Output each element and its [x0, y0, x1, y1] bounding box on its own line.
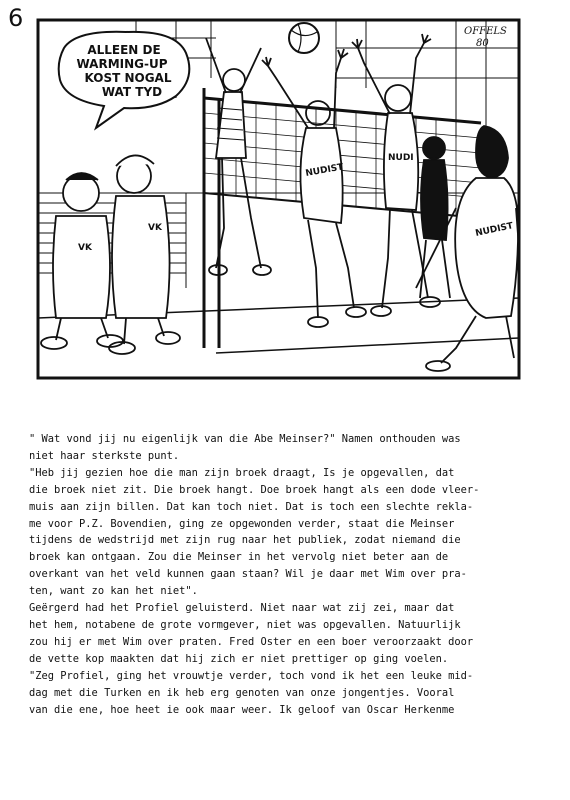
story-line: me voor P.Z. Bovendien, ging ze opgewonden verder, staat die Meinser	[29, 517, 455, 530]
story-line: van die ene, hoe heet ie ook maar weer. Ik geloof van Oscar Herkenme	[29, 703, 455, 716]
story-line: het hem, notabene de grote vormgever, niet was opgevallen. Natuurlijk	[29, 618, 461, 631]
volleyball-cartoon	[36, 18, 521, 380]
story-line: Geërgerd had het Profiel geluisterd. Niet naar wat zij zei, maar dat	[29, 602, 455, 615]
story-line: ten, want zo kan het niet".	[29, 585, 198, 598]
story-line: overkant van het veld kunnen gaan staan? Wil je daar met Wim over pra-	[29, 568, 467, 581]
story-line: niet haar sterkste punt.	[29, 449, 180, 462]
spectator-1	[41, 173, 123, 349]
story-line: de vette kop maakten dat hij zich er niet prettiger op ging voelen.	[29, 652, 449, 665]
jersey-label-spectator-1: VK	[78, 243, 92, 253]
story-line: tijdens de wedstrijd met zijn rug naar het publiek, zodat niemand die	[29, 534, 461, 547]
story-line: zou hij er met Wim over praten. Fred Oster en een boer veroorzaakt door	[29, 635, 474, 648]
story-line: "Zeg Profiel, ging het vrouwtje verder, toch vond ik het een leuke mid-	[29, 669, 474, 682]
volleyball	[289, 23, 319, 53]
balloon-line-3: KOST NOGAL	[84, 71, 172, 85]
blocker-player	[206, 38, 271, 275]
balloon-line-1: ALLEEN DE	[87, 43, 161, 57]
balloon-line-4: WAT TYD	[101, 85, 163, 99]
artist-signature: OFFELS	[464, 26, 507, 37]
story-line: dag met die Turken en ik heb erg genoten van onze jongentjes. Vooral	[29, 686, 455, 699]
story-line: " Wat vond jij nu eigenlijk van die Abe Meinser?" Namen onthouden was	[29, 433, 461, 445]
story-line: broek kan ontgaan. Zou die Meinser in het vervolg niet beter aan de	[29, 551, 449, 564]
jersey-label-nudist-2: NUDI	[388, 153, 414, 163]
story-text	[29, 431, 551, 718]
story-line: "Heb jij gezien hoe die man zijn broek draagt, Is je opgevallen, dat	[29, 466, 455, 479]
story-line: muis aan zijn billen. Dat kan toch niet. Dat is toch een slechte rekla-	[29, 500, 474, 513]
jersey-label-spectator-2: VK	[148, 223, 162, 233]
artist-signature-year: 80	[476, 38, 489, 49]
page-number: 6	[8, 4, 24, 32]
spectator-2	[109, 155, 180, 354]
balloon-line-2: WARMING-UP	[76, 57, 168, 71]
nudist-player-1	[262, 49, 366, 327]
jersey-label-nudist-1: NUDIST	[304, 162, 345, 179]
story-line: die broek niet zit. Die broek hangt. Doe broek hangt als een dode vleer-	[29, 483, 480, 496]
jersey-label-nudist-3: NUDIST	[474, 221, 515, 239]
